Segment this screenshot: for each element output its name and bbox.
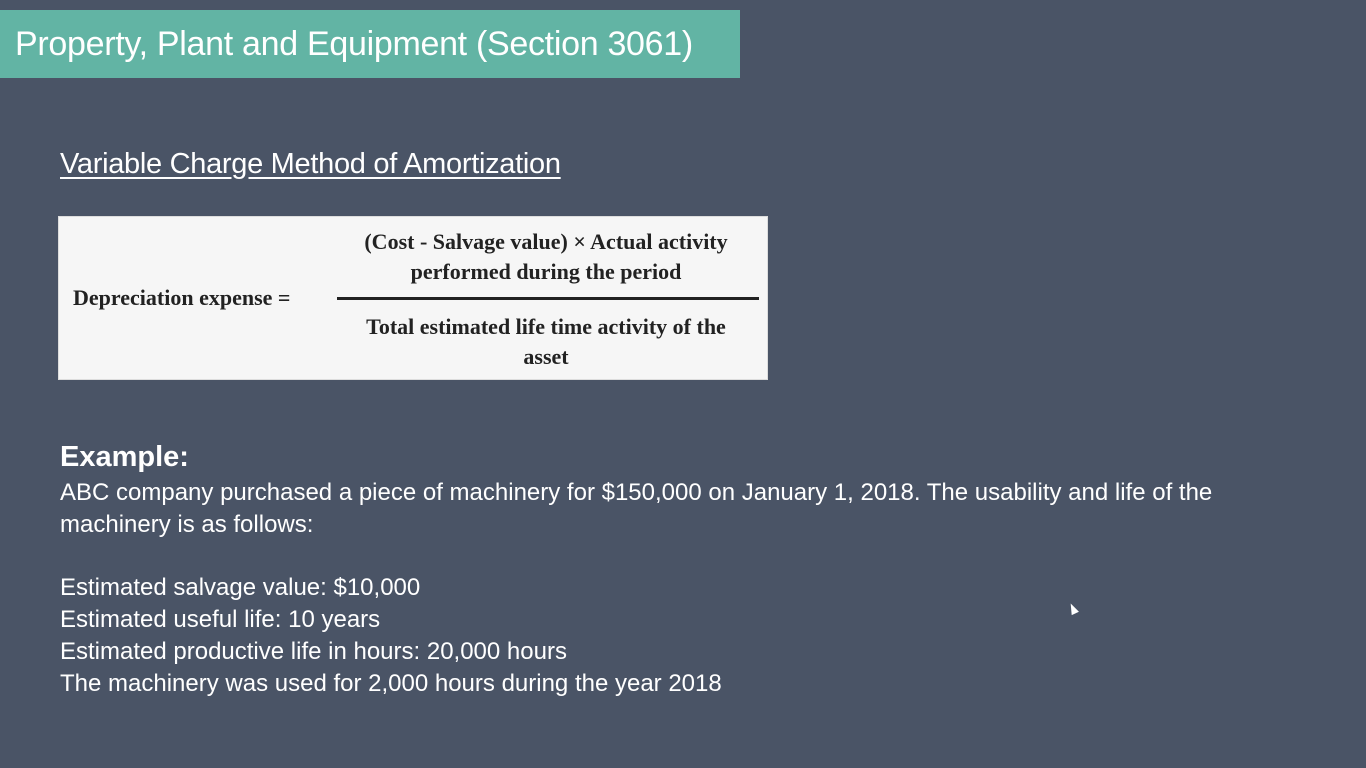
slide-title: Property, Plant and Equipment (Section 3061): [15, 25, 693, 63]
formula-numerator: [333, 227, 759, 287]
mouse-cursor-icon: [1067, 602, 1079, 615]
list-item: Estimated salvage value: $10,000: [60, 574, 421, 601]
denominator-line: Total estimated life time activity of the: [366, 314, 726, 339]
section-heading: Variable Charge Method of Amortization: [60, 148, 561, 180]
denominator-line: asset: [523, 344, 569, 369]
formula-image: [58, 216, 768, 380]
fraction-bar: [337, 297, 759, 300]
formula-denominator: [333, 312, 759, 372]
numerator-line: performed during the period: [410, 259, 682, 284]
example-paragraph: ABC company purchased a piece of machinery for $150,000 on January 1, 2018. The usability and life of the machinery is as follows:: [60, 479, 1213, 538]
example-heading: Example:: [60, 441, 189, 473]
list-item: Estimated useful life: 10 years: [60, 606, 381, 633]
example-details: [60, 572, 722, 700]
title-banner: [0, 10, 740, 78]
numerator-line: (Cost - Salvage value) × Actual activity: [364, 229, 728, 254]
formula-lhs: Depreciation expense =: [73, 285, 291, 310]
list-item: Estimated productive life in hours: 20,000 hours: [60, 638, 567, 665]
list-item: The machinery was used for 2,000 hours during the year 2018: [60, 670, 722, 697]
